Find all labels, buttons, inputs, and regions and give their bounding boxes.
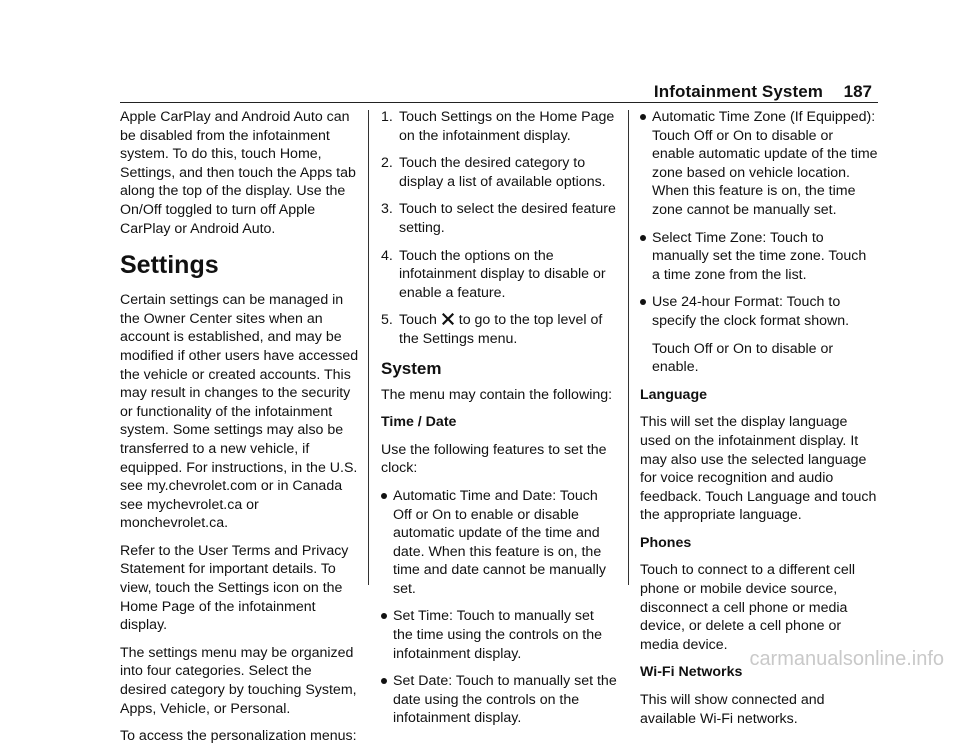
list-item [381, 311, 617, 348]
page-number: 187 [843, 82, 872, 101]
bullet-icon [640, 235, 646, 241]
header-rule [120, 102, 878, 103]
step-number: 3. [381, 201, 393, 218]
language-subheading: Language [640, 386, 708, 403]
list-item [381, 108, 617, 145]
watermark-text: carmanualsonline.info [749, 648, 944, 670]
column-left [120, 108, 360, 755]
step-number: 2. [381, 155, 393, 172]
clock-options-list [381, 487, 617, 728]
step-text-post: to go to the top level of the Settings menu. [399, 312, 603, 347]
list-item [381, 672, 617, 728]
clock-intro: Use the following features to set the clock: [381, 441, 607, 477]
bullet-text: Automatic Time Zone (If Equipped): Touch Off or On to disable or enable automatic update of the time zone based on vehicle location. When this feature is on, the time zone cannot be manually set. [652, 109, 878, 218]
step-text: Touch the options on the infotainment display to disable or enable a feature. [399, 247, 606, 301]
step-number: 1. [381, 109, 393, 125]
step-text: Touch to select the desired feature setting. [399, 201, 616, 236]
bullet-icon [640, 299, 646, 305]
language-paragraph: This will set the display language used on the infotainment display. It may also use the selected language for voice recognition and audio feedback. Touch Language and touch the appropriate language. [640, 414, 877, 524]
personalization-paragraph: To access the personalization menus: [120, 728, 357, 745]
privacy-paragraph: Refer to the User Terms and Privacy Statement for important details. To view, touch the Settings icon on the Home Page of the infotainment display. [120, 542, 349, 634]
list-item [640, 229, 878, 285]
list-item [381, 607, 617, 663]
column-middle [381, 108, 617, 737]
menu-intro: The menu may contain the following: [381, 386, 613, 403]
wifi-paragraph: This will show connected and available Wi-Fi networks. [640, 692, 825, 727]
list-item [381, 154, 617, 191]
bullet-icon [381, 613, 387, 619]
owner-center-paragraph: Certain settings can be managed in the Owner Center sites when an account is established, and may be modified if other users have accessed the vehicle or created accounts. This may result in changes to the security or functionality of the infotainment system. Some settings may also be transferred to a new vehicle, if equipped. For instructions, in the U.S. see my.chevrolet.com or in Canada see mychevrolet.ca or monchevrolet.ca. [120, 292, 359, 532]
column-right [640, 108, 878, 737]
bullet-text: Automatic Time and Date: Touch Off or On to enable or disable automatic update of the time and date. When this feature is on, the time and date cannot be manually set. [393, 487, 606, 597]
wifi-subheading: Wi-Fi Networks [640, 664, 743, 681]
step-number: 4. [381, 247, 393, 264]
phones-subheading: Phones [640, 534, 692, 551]
carplay-paragraph: Apple CarPlay and Android Auto can be disabled from the infotainment system. To do this, touch Home, Settings, and then touch the Apps tab along the top of the display. Use the On/Off toggled to turn off Apple CarPlay or Android Auto. [120, 109, 356, 237]
close-icon [442, 313, 454, 325]
bullet-text: Select Time Zone: Touch to manually set the time zone. Touch a time zone from the list. [652, 229, 867, 283]
list-item [640, 108, 878, 220]
bullet-icon [381, 493, 387, 499]
timezone-options-list [640, 108, 878, 331]
bullet-text: Set Date: Touch to manually set the date using the controls on the infotainment display. [393, 673, 617, 727]
settings-heading: Settings [120, 251, 219, 280]
toggle-note: Touch Off or On to disable or enable. [652, 340, 834, 376]
time-date-subheading: Time / Date [381, 414, 457, 431]
bullet-text: Set Time: Touch to manually set the time using the controls on the infotainment display. [393, 608, 602, 662]
list-item [640, 293, 878, 330]
step-text-pre: Touch [399, 312, 437, 329]
steps-list [381, 108, 617, 349]
categories-paragraph: The settings menu may be organized into four categories. Select the desired category by touching System, Apps, Vehicle, or Personal. [120, 644, 357, 717]
list-item [381, 247, 617, 303]
list-item [381, 200, 617, 237]
bullet-text: Use 24-hour Format: Touch to specify the clock format shown. [652, 294, 850, 329]
phones-paragraph: Touch to connect to a different cell phone or mobile device source, disconnect a cell phone or media device, or delete a cell phone or media device. [640, 562, 856, 653]
section-title: Infotainment System [653, 82, 823, 101]
bullet-icon [640, 114, 646, 120]
bullet-icon [381, 678, 387, 684]
list-item [381, 487, 617, 599]
column-divider [368, 110, 369, 585]
column-divider [628, 110, 629, 585]
step-number: 5. [381, 312, 393, 329]
step-text: Touch Settings on the Home Page on the infotainment display. [399, 109, 615, 144]
system-heading: System [381, 358, 442, 378]
step-text: Touch the desired category to display a list of available options. [399, 155, 606, 190]
